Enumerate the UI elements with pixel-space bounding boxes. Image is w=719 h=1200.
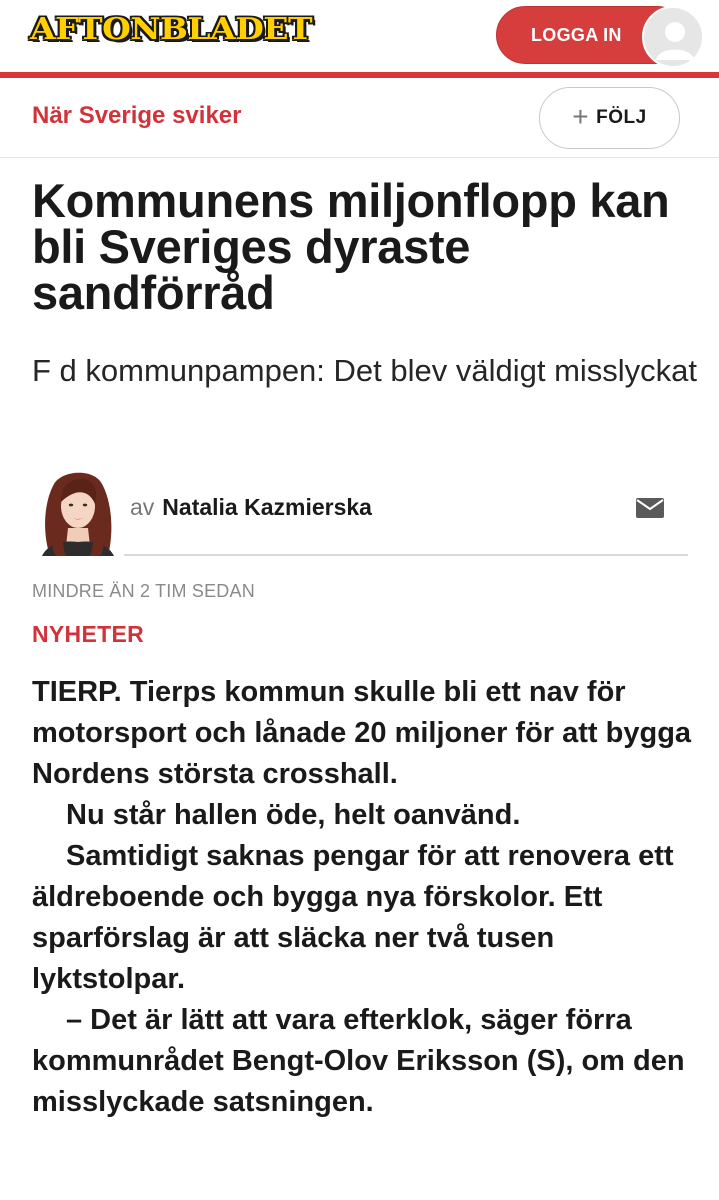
byline — [32, 458, 688, 556]
article-paragraph: – Det är lätt att vara efterklok, säger förra kommunrådet Bengt-Olov Eriksson (S), om den misslyckade satsningen. — [32, 1004, 685, 1118]
login-area[interactable] — [496, 6, 708, 64]
byline-prefix: av — [130, 494, 155, 520]
follow-button-label: FÖLJ — [596, 107, 647, 128]
byline-text — [130, 494, 372, 521]
topic-title[interactable]: När Sverige sviker — [32, 102, 242, 129]
article-body — [32, 672, 692, 1123]
author-photo[interactable] — [32, 462, 124, 556]
login-button-label: LOGGA IN — [531, 24, 622, 45]
section-label[interactable]: NYHETER — [32, 621, 145, 647]
aftonbladet-logo[interactable]: AFTONBLADET — [30, 11, 313, 47]
publish-timestamp: MINDRE ÄN 2 TIM SEDAN — [32, 581, 255, 601]
topic-bar — [0, 78, 719, 158]
article-headline: Kommunens miljonflopp kan bli Sveriges dyraste sandförråd — [32, 174, 670, 319]
user-avatar-icon[interactable] — [642, 6, 704, 68]
follow-button[interactable] — [539, 87, 680, 149]
author-name[interactable]: Natalia Kazmierska — [162, 494, 372, 520]
site-header — [0, 0, 719, 72]
mail-icon[interactable] — [636, 498, 664, 518]
article-subheadline: F d kommunpampen: Det blev väldigt misslyckat — [32, 353, 698, 388]
plus-icon: + — [572, 101, 590, 132]
article-paragraph: Samtidigt saknas pengar för att renovera ett äldreboende och bygga nya förskolor. Ett sparförslag är att släcka ner två tusen lyktstolpar. — [32, 840, 674, 995]
article-paragraph: TIERP. Tierps kommun skulle bli ett nav för motorsport och lånade 20 miljoner för att bygga Nordens största crosshall. — [32, 676, 692, 790]
article-paragraph: Nu står hallen öde, helt oanvänd. — [66, 799, 521, 831]
